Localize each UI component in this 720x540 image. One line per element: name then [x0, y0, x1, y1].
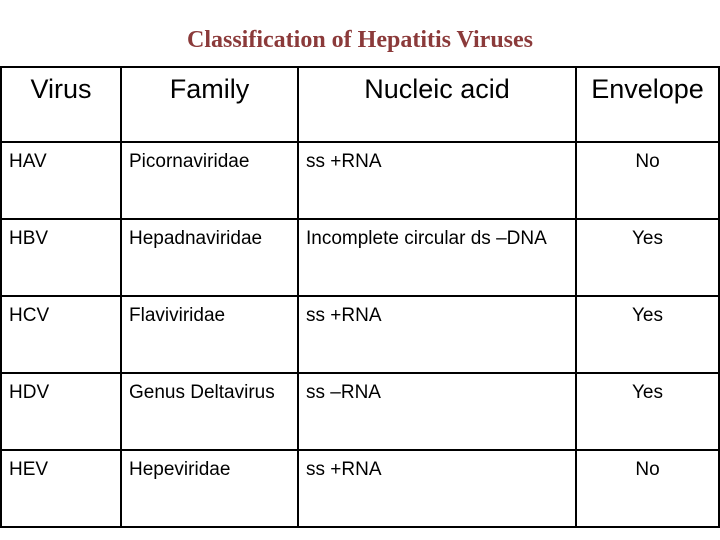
family-cell: Genus Deltavirus [121, 373, 298, 450]
header-row [1, 67, 719, 142]
virus-cell: HEV [1, 450, 121, 527]
envelope-cell: No [576, 142, 719, 219]
family-cell: Hepadnaviridae [121, 219, 298, 296]
column-header-nucleic-acid: Nucleic acid [298, 67, 576, 142]
page-title: Classification of Hepatitis Viruses [187, 27, 533, 53]
envelope-cell: Yes [576, 296, 719, 373]
envelope-cell: Yes [576, 219, 719, 296]
envelope-cell: Yes [576, 373, 719, 450]
family-cell: Flaviviridae [121, 296, 298, 373]
virus-cell: HCV [1, 296, 121, 373]
table-row [1, 450, 719, 527]
nucleic-acid-cell: ss –RNA [298, 373, 576, 450]
column-header-family: Family [121, 67, 298, 142]
nucleic-acid-cell: ss +RNA [298, 450, 576, 527]
nucleic-acid-cell: ss +RNA [298, 142, 576, 219]
family-cell: Picornaviridae [121, 142, 298, 219]
family-cell: Hepeviridae [121, 450, 298, 527]
table-row [1, 142, 719, 219]
nucleic-acid-cell: Incomplete circular ds –DNA [298, 219, 576, 296]
nucleic-acid-cell: ss +RNA [298, 296, 576, 373]
table-row [1, 373, 719, 450]
table-row [1, 219, 719, 296]
column-header-virus: Virus [1, 67, 121, 142]
table-row [1, 296, 719, 373]
envelope-cell: No [576, 450, 719, 527]
hepatitis-classification-table [0, 66, 720, 528]
column-header-envelope: Envelope [576, 67, 719, 142]
virus-cell: HAV [1, 142, 121, 219]
virus-cell: HDV [1, 373, 121, 450]
virus-cell: HBV [1, 219, 121, 296]
